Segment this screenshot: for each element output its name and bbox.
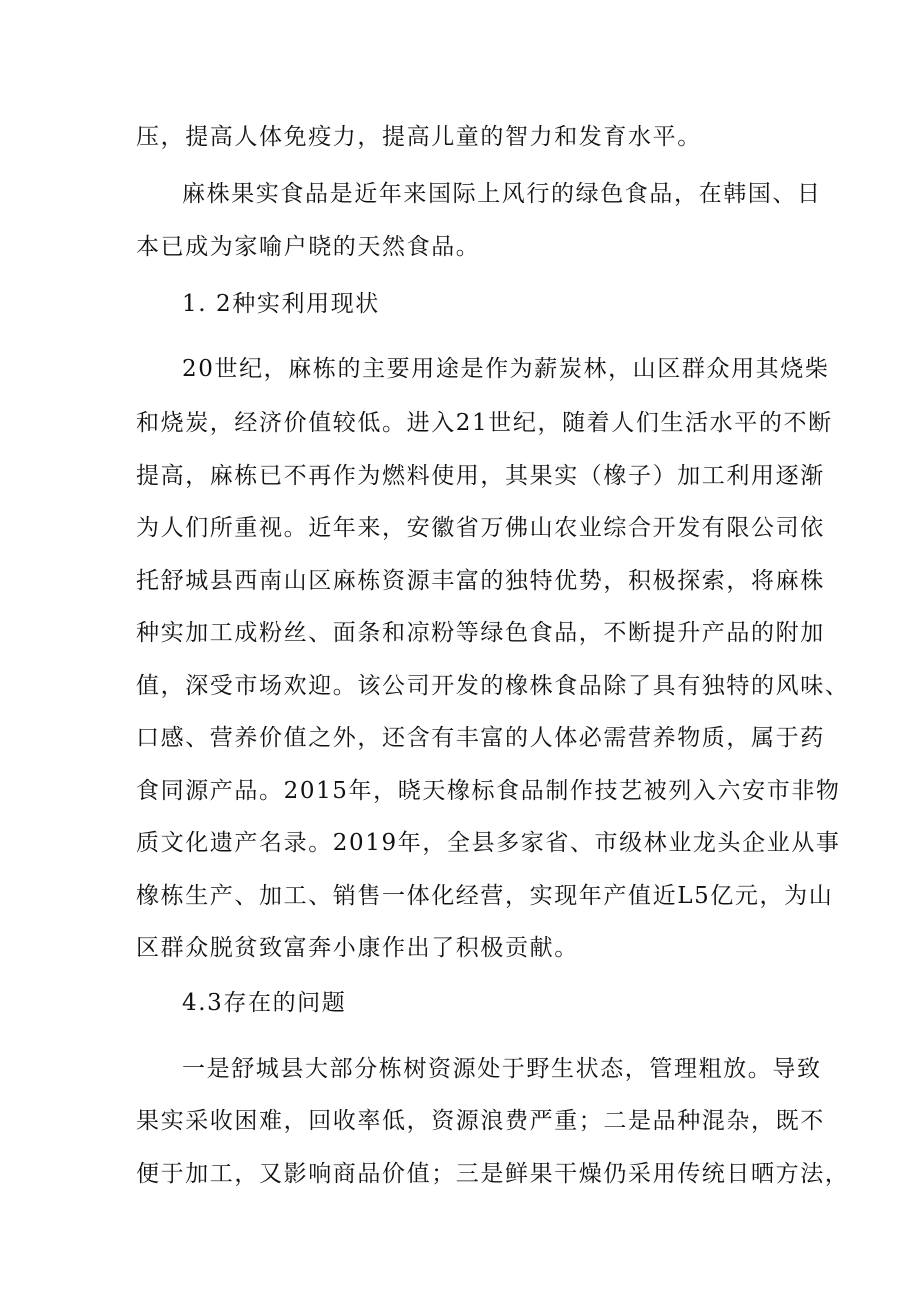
paragraph-line: 和烧炭，经济价值较低。进入21世纪，随着人们生活水平的不断 xyxy=(136,410,833,436)
paragraph-line: 20世纪，麻栋的主要用途是作为薪炭林，山区群众用其烧柴 xyxy=(182,356,830,382)
paragraph-line: 一是舒城县大部分栋树资源处于野生状态，管理粗放。导致 xyxy=(182,1056,822,1082)
paragraph-line: 果实采收困难，回收率低，资源浪费严重；二是品种混杂，既不 xyxy=(136,1108,825,1134)
paragraph-line: 提高，麻栋已不再作为燃料使用，其果实（橡子）加工利用逐渐 xyxy=(136,463,825,489)
paragraph-line: 为人们所重视。近年来，安徽省万佛山农业综合开发有限公司依 xyxy=(136,515,825,541)
paragraph-line: 压，提高人体免疫力，提高儿童的智力和发育水平。 xyxy=(136,124,702,150)
paragraph-line: 托舒城县西南山区麻栋资源丰富的独特优势，积极探索，将麻株 xyxy=(136,568,825,594)
section-heading: 1. 2种实利用现状 xyxy=(182,291,380,317)
paragraph-line: 食同源产品。2015年，晓天橡标食品制作技艺被列入六安市非物 xyxy=(136,778,841,804)
paragraph-line: 麻株果实食品是近年来国际上风行的绿色食品，在韩国、日 xyxy=(182,181,822,207)
paragraph-line: 口感、营养价值之外，还含有丰富的人体必需营养物质，属于药 xyxy=(136,725,825,751)
section-heading: 4.3存在的问题 xyxy=(182,990,347,1016)
paragraph-line: 种实加工成粉丝、面条和凉粉等绿色食品，不断提升产品的附加 xyxy=(136,620,825,646)
paragraph-line: 值，深受市场欢迎。该公司开发的橡株食品除了具有独特的风味、 xyxy=(136,673,850,699)
paragraph-line: 本已成为家喻户晓的天然食品。 xyxy=(136,234,481,260)
paragraph-line: 区群众脱贫致富奔小康作出了积极贡献。 xyxy=(136,935,579,961)
paragraph-line: 便于加工，又影响商品价值；三是鲜果干燥仍采用传统日晒方法， xyxy=(136,1161,850,1187)
paragraph-line: 橡栋生产、加工、销售一体化经营，实现年产值近L5亿元，为山 xyxy=(136,883,834,909)
paragraph-line: 质文化遗产名录。2019年，全县多家省、市级林业龙头企业从事 xyxy=(136,830,841,856)
